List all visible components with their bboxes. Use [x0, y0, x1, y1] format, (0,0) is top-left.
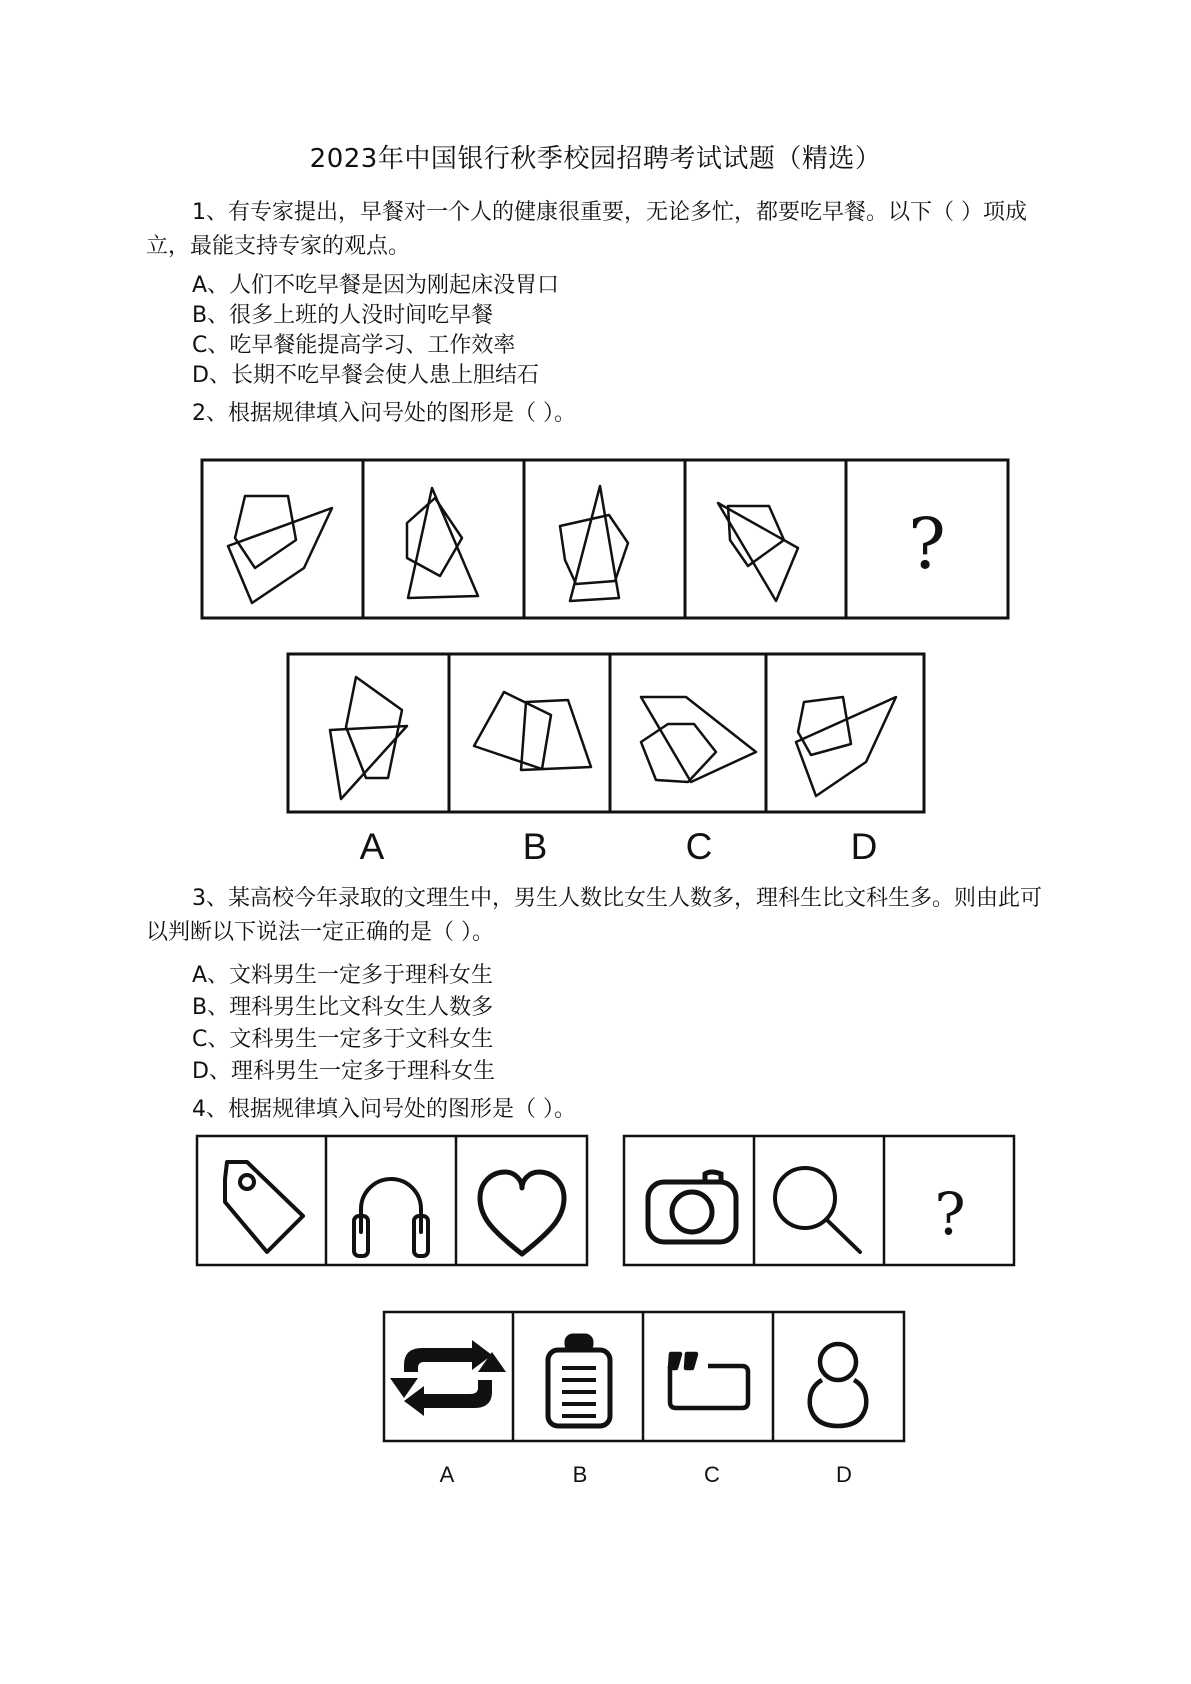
q3-option-b: B、理科男生比文科女生人数多	[192, 995, 494, 1020]
q2-sequence-cell-2	[407, 488, 478, 598]
q2-choice-d-shape	[796, 697, 896, 796]
q4-label-d: D	[836, 1462, 852, 1487]
question-3-text: 3、某高校今年录取的文理生中，男生人数比女生人数多，理科生比文科生多。则由此可以判断以下说法一定正确的是（ ）。	[146, 886, 1042, 945]
q2-sequence-figure	[200, 458, 1010, 620]
q2-label-c: C	[685, 826, 713, 867]
q4-question-mark: ?	[934, 1180, 966, 1248]
q2-choice-c-shape	[641, 697, 756, 782]
question-4-text: 4、根据规律填入问号处的图形是（ ）。	[192, 1097, 576, 1122]
camera-icon	[648, 1172, 736, 1242]
repeat-icon	[390, 1340, 506, 1416]
question-2-text: 2、根据规律填入问号处的图形是（ ）。	[192, 401, 576, 426]
tag-icon	[225, 1162, 303, 1252]
q3-option-d: D、理科男生一定多于理科女生	[192, 1059, 495, 1084]
q1-option-d: D、长期不吃早餐会使人患上胆结石	[192, 363, 539, 388]
q2-label-b: B	[522, 826, 548, 867]
q2-label-d: D	[850, 826, 878, 867]
clipboard-icon	[548, 1336, 610, 1426]
quote-icon	[670, 1354, 748, 1408]
q1-option-a: A、人们不吃早餐是因为刚起床没胃口	[192, 273, 560, 298]
page-title: 2023年中国银行秋季校园招聘考试试题（精选）	[309, 144, 882, 174]
q1-option-b: B、很多上班的人没时间吃早餐	[192, 303, 494, 328]
q4-sequence-figure	[195, 1134, 1017, 1268]
q3-option-c: C、文科男生一定多于文科女生	[192, 1027, 494, 1052]
person-icon	[810, 1344, 867, 1426]
q2-choices-figure	[286, 652, 926, 814]
q2-choice-a-shape	[330, 677, 407, 799]
q4-label-b: B	[572, 1462, 588, 1487]
q2-choice-b-shape	[474, 692, 591, 770]
magnifier-icon	[775, 1168, 860, 1252]
headphones-icon	[354, 1179, 428, 1256]
q4-choices-figure	[382, 1310, 906, 1444]
q4-label-c: C	[704, 1462, 720, 1487]
q3-option-a: A、文料男生一定多于理科女生	[192, 963, 494, 988]
q2-sequence-frame	[202, 460, 1008, 618]
q2-sequence-cell-1	[228, 496, 332, 603]
question-1-text: 1、有专家提出，早餐对一个人的健康很重要，无论多忙，都要吃早餐。以下（ ）项成立，最能支持专家的观点。	[146, 200, 1027, 259]
q2-sequence-cell-3	[560, 486, 628, 601]
q2-label-a: A	[359, 826, 385, 867]
heart-icon	[480, 1172, 564, 1254]
q4-label-a: A	[439, 1462, 455, 1487]
q2-sequence-cell-4	[718, 503, 798, 601]
q1-option-c: C、吃早餐能提高学习、工作效率	[192, 333, 516, 358]
q2-question-mark: ?	[908, 503, 946, 585]
